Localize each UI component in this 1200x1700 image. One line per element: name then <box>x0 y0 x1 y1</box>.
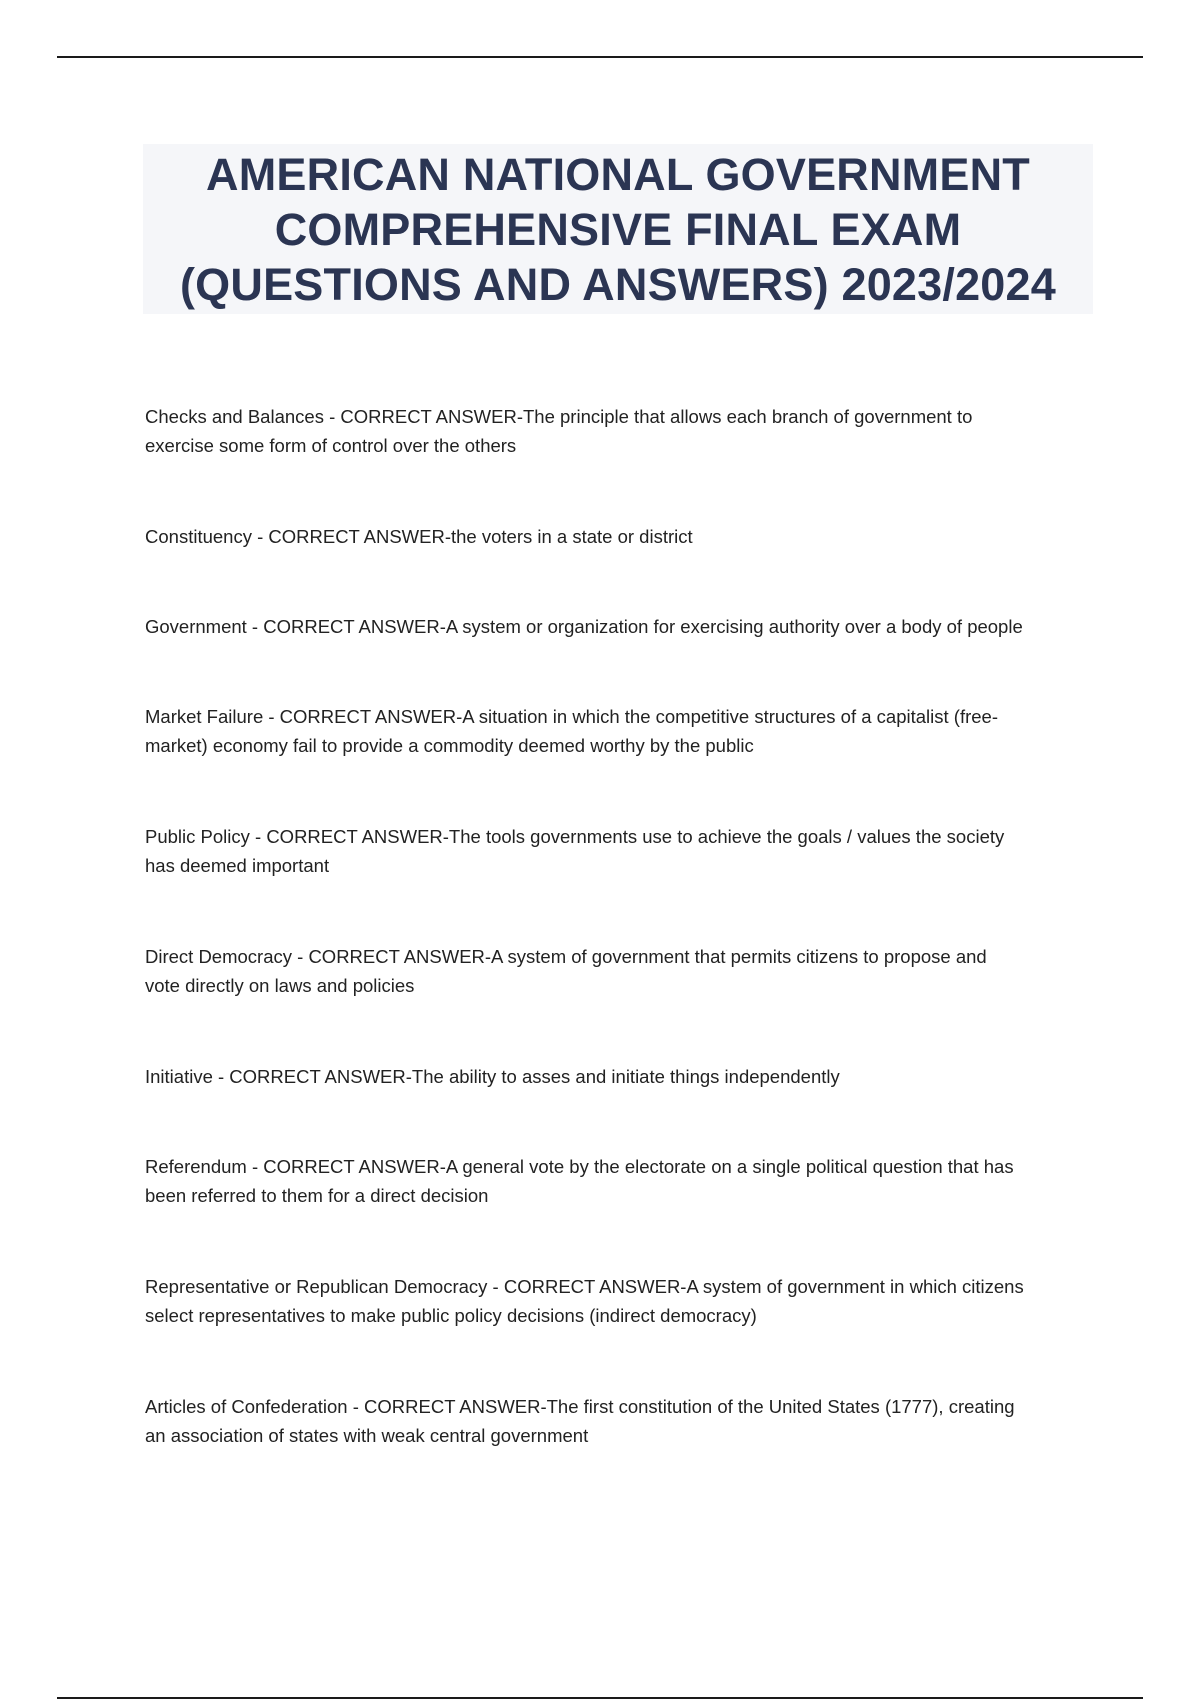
entry-line: Representative or Republican Democracy - CORRECT ANSWER-A system of government in which citizens <box>145 1276 1024 1297</box>
qa-entry-public-policy <box>145 822 1095 880</box>
qa-entry-constituency <box>145 522 1095 551</box>
qa-entry-referendum <box>145 1152 1095 1210</box>
entry-line: Constituency - CORRECT ANSWER-the voters in a state or district <box>145 526 693 547</box>
entry-line: market) economy fail to provide a commodity deemed worthy by the public <box>145 735 754 756</box>
qa-entry-checks-and-balances <box>145 402 1095 460</box>
qa-entries <box>145 402 1095 1450</box>
entry-line: vote directly on laws and policies <box>145 975 415 996</box>
document-title <box>143 144 1093 314</box>
qa-entry-articles-of-confederation <box>145 1392 1095 1450</box>
entry-line: select representatives to make public policy decisions (indirect democracy) <box>145 1305 757 1326</box>
entry-line: Market Failure - CORRECT ANSWER-A situation in which the competitive structures of a capitalist (free- <box>145 706 998 727</box>
entry-line: Initiative - CORRECT ANSWER-The ability to asses and initiate things independently <box>145 1066 840 1087</box>
qa-entry-market-failure <box>145 702 1095 760</box>
entry-line: been referred to them for a direct decision <box>145 1185 489 1206</box>
entry-line: Articles of Confederation - CORRECT ANSWER-The first constitution of the United States (1777), creating <box>145 1396 1015 1417</box>
qa-entry-representative-democracy <box>145 1272 1095 1330</box>
entry-line: Government - CORRECT ANSWER-A system or organization for exercising authority over a body of people <box>145 616 1023 637</box>
entry-line: Direct Democracy - CORRECT ANSWER-A system of government that permits citizens to propose and <box>145 946 987 967</box>
top-divider <box>57 56 1143 58</box>
entry-line: has deemed important <box>145 855 330 876</box>
entry-line: Checks and Balances - CORRECT ANSWER-The principle that allows each branch of government to <box>145 406 973 427</box>
title-line: AMERICAN NATIONAL GOVERNMENT <box>206 148 1030 200</box>
qa-entry-direct-democracy <box>145 942 1095 1000</box>
entry-line: exercise some form of control over the others <box>145 435 517 456</box>
qa-entry-initiative <box>145 1062 1095 1091</box>
bottom-divider <box>57 1697 1143 1699</box>
entry-line: an association of states with weak central government <box>145 1425 589 1446</box>
title-line: COMPREHENSIVE FINAL EXAM <box>274 203 962 255</box>
entry-line: Public Policy - CORRECT ANSWER-The tools governments use to achieve the goals / values the society <box>145 826 1005 847</box>
title-line: (QUESTIONS AND ANSWERS) 2023/2024 <box>180 258 1056 310</box>
qa-entry-government <box>145 612 1095 641</box>
entry-line: Referendum - CORRECT ANSWER-A general vote by the electorate on a single political question that has <box>145 1156 1014 1177</box>
